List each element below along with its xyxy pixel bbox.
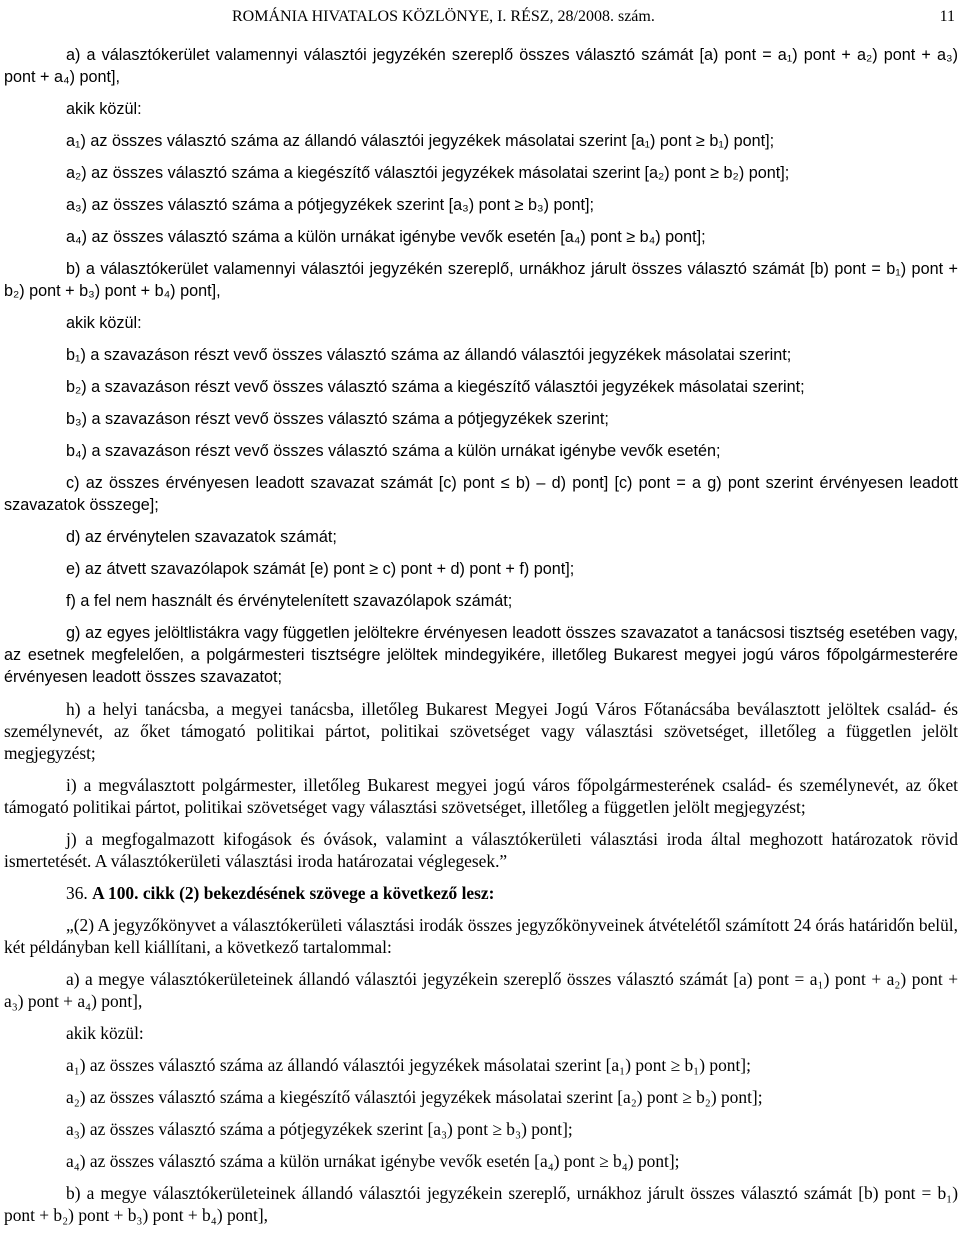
paragraph-text: b₁) a szavazáson részt vevő összes választó száma az állandó választói jegyzékek másolatai szerint; [66, 346, 792, 364]
paragraph [4, 828, 958, 872]
header-title: ROMÁNIA HIVATALOS KÖZLÖNYE, I. RÉSZ, 28/2008. szám. [232, 8, 655, 25]
paragraph [4, 258, 958, 302]
paragraph [4, 226, 958, 248]
paragraph-text: e) az átvett szavazólapok számát [e) pont ≥ c) pont + d) pont + f) pont]; [66, 560, 575, 578]
paragraph-number: 36. [66, 883, 93, 903]
paragraph-text: a₂) az összes választó száma a kiegészítő választói jegyzékek másolatai szerint [a₂) pont ≥ b₂) pont]; [66, 164, 790, 182]
paragraph-text: „(2) A jegyzőkönyvet a választókerületi választási irodák összes jegyzőkönyveinek átvételétől számított 24 órás határidőn belül, két példányban kell kiállítani, a következő tartalommal: [4, 915, 958, 957]
paragraph [4, 1150, 958, 1172]
paragraph-text: b₃) a szavazáson részt vevő összes választó száma a pótjegyzékek szerint; [66, 410, 609, 428]
paragraph [4, 194, 958, 216]
paragraph-text: b₂) a szavazáson részt vevő összes választó száma a kiegészítő választói jegyzékek másolatai szerint; [66, 378, 805, 396]
paragraph-text: d) az érvénytelen szavazatok számát; [66, 528, 337, 546]
paragraph [4, 162, 958, 184]
paragraph [4, 1054, 958, 1076]
paragraph-text: akik közül: [66, 1023, 144, 1043]
paragraph [4, 558, 958, 580]
paragraph-text: a₄) az összes választó száma a külön urnákat igénybe vevők esetén [a₄) pont ≥ b₄) pont]; [66, 228, 706, 246]
paragraph-text: akik közül: [66, 100, 142, 118]
paragraph [4, 590, 958, 612]
paragraph [4, 622, 958, 688]
paragraph [4, 408, 958, 430]
page-number: 11 [939, 8, 955, 25]
paragraph [4, 914, 958, 958]
paragraph-text: A 100. cikk (2) bekezdésének szövege a következő lesz: [92, 883, 495, 903]
paragraph [4, 440, 958, 462]
paragraph-text: c) az összes érvényesen leadott szavazat számát [c) pont ≤ b) – d) pont] [c) pont = a g) pont szerint érvényesen leadott szavazatok összege]; [4, 474, 958, 514]
paragraph-text: i) a megválasztott polgármester, illetőleg Bukarest megyei jogú város főpolgármesterének család- és személynevét, az őket támogató politikai pártot, politikai szövetséget vagy választási szövetséget, illetőleg a független jelölt megjegyzést; [4, 775, 958, 817]
paragraph-text: h) a helyi tanácsba, a megyei tanácsba, illetőleg Bukarest Megyei Jogú Város Főtanácsába beválasztott jelöltek család- és személynevét, az őket támogató politikai pártot, politikai szövetséget vagy választási szövetséget, illetőleg a független jelölt megjegyzést; [4, 699, 958, 763]
paragraph [4, 968, 958, 1012]
paragraph [4, 344, 958, 366]
paragraph-text: a₁) az összes választó száma az állandó választói jegyzékek másolatai szerint [a₁) pont ≥ b₁) pont]; [66, 132, 775, 150]
paragraph-text: a₄) az összes választó száma a külön urnákat igénybe vevők esetén [a₄) pont ≥ b₄) pont]; [66, 1151, 680, 1171]
paragraph-text: b) a választókerület valamennyi választói jegyzékén szereplő, urnákhoz járult összes választó számát [b) pont = b₁) pont + b₂) pont + b₃) pont + b₄) pont], [4, 260, 958, 300]
paragraph-text: a₂) az összes választó száma a kiegészítő választói jegyzékek másolatai szerint [a₂) pont ≥ b₂) pont]; [66, 1087, 763, 1107]
paragraph [4, 698, 958, 764]
paragraph [4, 774, 958, 818]
paragraph [4, 526, 958, 548]
page-header [0, 6, 960, 26]
paragraph [4, 1118, 958, 1140]
paragraph-text: b) a megye választókerületeinek állandó választói jegyzékein szereplő, urnákhoz járult összes választó számát [b) pont = b₁) pont + b₂) pont + b₃) pont + b₄) pont], [4, 1183, 958, 1225]
paragraph-text: a) a választókerület valamennyi választói jegyzékén szereplő összes választó számát [a) pont = a₁) pont + a₂) pont + a₃) pont + a₄) pont], [4, 46, 958, 86]
paragraph-text: b₄) a szavazáson részt vevő összes választó száma a külön urnákat igénybe vevők esetén; [66, 442, 721, 460]
paragraph-text: g) az egyes jelöltlistákra vagy független jelöltekre érvényesen leadott összes szavazatot a tanácsosi tisztség esetében vagy, az esetnek megfelelően, a polgármesteri tisztségre jelöltek mindegyikére, illetőleg Bukarest megyei jogú város főpolgármesterére érvényesen leadott összes szavazatot; [4, 624, 958, 686]
paragraph-text: f) a fel nem használt és érvénytelenített szavazólapok számát; [66, 592, 513, 610]
paragraph [4, 312, 958, 334]
paragraph-text: a) a megye választókerületeinek állandó választói jegyzékein szereplő összes választó számát [a) pont = a₁) pont + a₂) pont + a₃) pont + a₄) pont], [4, 969, 958, 1011]
paragraph [4, 130, 958, 152]
document-body [4, 44, 958, 1236]
paragraph-text: a₃) az összes választó száma a pótjegyzékek szerint [a₃) pont ≥ b₃) pont]; [66, 1119, 573, 1139]
paragraph-text: j) a megfogalmazott kifogások és óvások, valamint a választókerületi választási iroda által meghozott határozatok rövid ismertetését. A választókerületi választási iroda határozatai véglegesek.” [4, 829, 958, 871]
paragraph [4, 1022, 958, 1044]
paragraph [4, 882, 958, 904]
paragraph [4, 376, 958, 398]
paragraph [4, 44, 958, 88]
paragraph-text: a₃) az összes választó száma a pótjegyzékek szerint [a₃) pont ≥ b₃) pont]; [66, 196, 595, 214]
paragraph [4, 98, 958, 120]
paragraph [4, 472, 958, 516]
paragraph-text: akik közül: [66, 314, 142, 332]
paragraph-text: a₁) az összes választó száma az állandó választói jegyzékek másolatai szerint [a₁) pont ≥ b₁) pont]; [66, 1055, 751, 1075]
paragraph [4, 1086, 958, 1108]
paragraph [4, 1182, 958, 1226]
